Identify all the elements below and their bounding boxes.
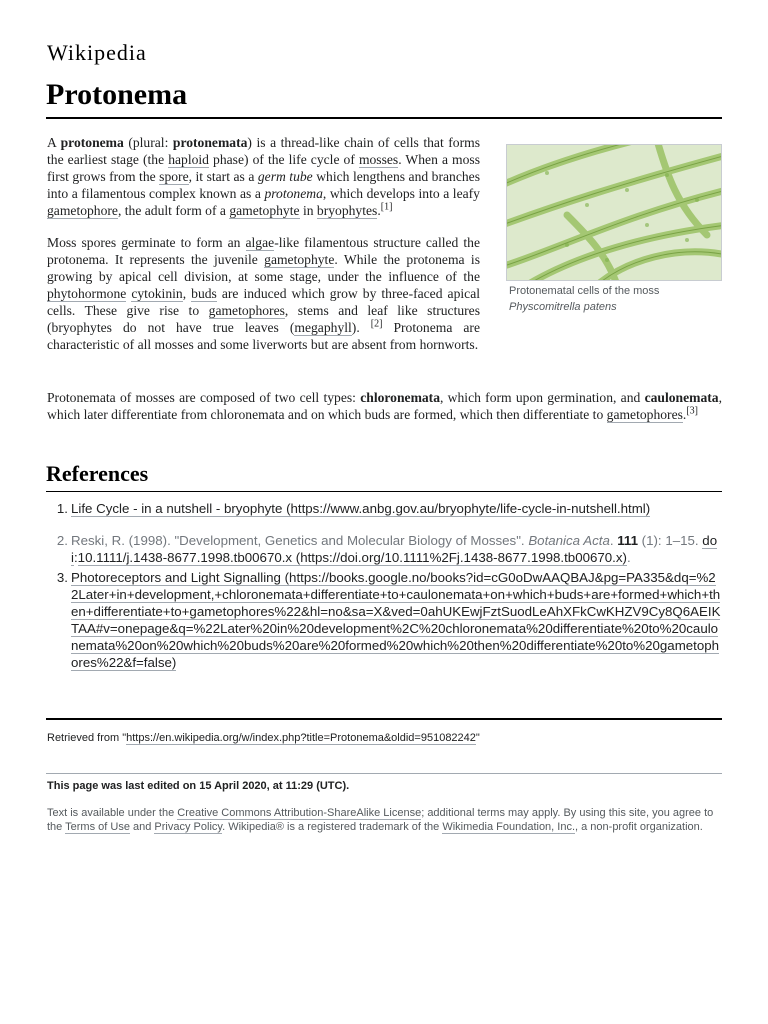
caption-text: Protonematal cells of the moss <box>509 285 660 297</box>
inline-link[interactable]: mosses <box>358 152 399 167</box>
inline-link[interactable]: buds <box>191 286 217 301</box>
inline-link[interactable]: Terms of Use <box>65 821 130 833</box>
retrieved-from <box>47 732 480 744</box>
thumbnail <box>506 144 722 315</box>
text-run: , which later differentiate from chloronemata and on which buds are formed, which then differentiate to <box>47 390 722 422</box>
text-run: . <box>377 203 381 218</box>
italic-text: germ tube <box>257 169 313 184</box>
content-bottom-divider <box>46 718 722 720</box>
inline-link[interactable]: haploid <box>168 152 209 167</box>
bold-text: chloronemata <box>360 390 441 405</box>
inline-link[interactable]: doi <box>71 533 718 565</box>
inline-link[interactable]: Life Cycle - in a nutshell - bryophyte (https://www.anbg.gov.au/bryophyte/life-cycle-in-nutshell.html) <box>71 501 651 516</box>
italic-text: protonema <box>264 186 323 201</box>
references-heading: References <box>46 461 149 486</box>
inline-link[interactable]: algae <box>245 235 275 250</box>
inline-link[interactable]: gametophores <box>208 303 285 318</box>
license-text <box>47 806 722 834</box>
text-run: are induced which grow by three-faced apical cells. These give rise to <box>47 286 481 318</box>
text-run: , which develops into a leafy <box>322 186 480 201</box>
references-divider <box>46 491 722 492</box>
caption-species: Physcomitrella patens <box>509 301 617 313</box>
italic-text: Botanica Acta <box>528 533 610 548</box>
inline-link[interactable]: spore <box>159 169 189 184</box>
text-run: (1): 1–15. <box>637 533 703 548</box>
inline-link[interactable]: Privacy Policy <box>154 821 223 833</box>
article-paragraph-3 <box>47 389 722 423</box>
bold-text: 111 <box>617 533 638 548</box>
reference-number: 1. <box>56 501 68 516</box>
text-run: A <box>47 135 61 150</box>
retrieved-url-link[interactable]: https://en.wikipedia.org/w/index.php?title=Protonema&oldid=951082242 <box>126 732 476 744</box>
text-run: and <box>129 821 155 833</box>
text-run: , which form upon germination, and <box>440 390 645 405</box>
text-run: ) is a thread-like chain of cells that forms the earliest stage (the <box>47 135 480 167</box>
bold-text: protonemata <box>172 135 248 150</box>
text-run: , it start as a <box>188 169 258 184</box>
inline-link[interactable]: gametophyte <box>264 252 335 267</box>
bold-text: caulonemata <box>644 390 719 405</box>
retrieved-prefix: Retrieved from " <box>47 732 127 744</box>
text-run: -like filamentous structure called the protonema. It represents the juvenile <box>47 235 480 267</box>
reference-number: 2. <box>56 533 68 548</box>
reference-item <box>56 500 722 517</box>
text-run: , <box>182 286 192 301</box>
text-run: phase) of the life cycle of <box>208 152 359 167</box>
text-run: . Wikipedia® is a registered trademark of the <box>222 821 443 833</box>
inline-link[interactable]: megaphyll <box>294 320 352 335</box>
inline-link[interactable]: gametophyte <box>229 203 300 218</box>
text-run: . When a moss first grows from the <box>47 152 481 184</box>
text-run: Protonema are characteristic of all mosses and some liverworts but are absent from hornworts. <box>47 320 480 352</box>
text-run: , the adult form of a <box>117 203 230 218</box>
inline-link[interactable]: cytokinin <box>131 286 183 301</box>
text-run: Moss spores germinate to form an <box>47 235 246 250</box>
inline-link[interactable]: 10.1111/j.1438-8677.1998.tb00670.x (https://doi.org/10.1111%2Fj.1438-8677.1998.tb00670.x) <box>77 550 627 565</box>
inline-link[interactable]: Wikimedia Foundation, Inc. <box>442 821 576 833</box>
title-divider <box>46 117 722 119</box>
text-run: ; additional terms may apply. By using this site, you agree to the <box>47 807 714 833</box>
text-run: , stems and leaf like structures (bryophytes do not have true leaves ( <box>47 303 480 335</box>
inline-link[interactable]: gametophore <box>47 203 118 218</box>
references-list <box>46 500 722 671</box>
retrieved-suffix: " <box>475 732 480 744</box>
inline-link[interactable]: bryophytes <box>316 203 378 218</box>
thumbnail-caption <box>506 283 722 315</box>
bold-text: protonema <box>60 135 124 150</box>
text-run: . <box>609 533 618 548</box>
text-run: Protonemata of mosses are composed of two cell types: <box>47 390 361 405</box>
text-run: : <box>73 550 78 565</box>
text-run: . <box>682 407 687 422</box>
page-title: Protonema <box>46 78 188 111</box>
paragraph-3 <box>47 389 722 423</box>
citation-link[interactable]: [1] <box>380 201 393 213</box>
reference-number: 3. <box>56 570 68 585</box>
reference-item <box>56 532 722 566</box>
footer-divider <box>46 773 722 774</box>
text-run: Reski, R. (1998). "Development, Genetics and Molecular Biology of Mosses". <box>71 533 529 548</box>
text-run: Text is available under the <box>47 807 178 819</box>
text-run: , a non-profit organization. <box>575 821 703 833</box>
text-run: which lengthens and branches into a filamentous complex known as a <box>47 169 480 201</box>
inline-link[interactable]: phytohormone <box>47 286 127 301</box>
citation-link[interactable]: [2] <box>370 318 383 330</box>
wikipedia-wordmark[interactable]: Wikipedia <box>47 40 147 65</box>
text-run: . <box>626 550 631 565</box>
text-run: . While the protonema is growing by apical cell division, at some stage, under the influence of the <box>47 252 480 284</box>
protonema-image[interactable] <box>506 144 722 281</box>
article-lead <box>47 134 722 353</box>
inline-link[interactable]: Photoreceptors and Light Signalling (https://books.google.no/books?id=cG0oDwAAQBAJ&pg=PA335&dq=%22Later+in+development,+chloronemata+differentiate+to+caulonemata+on+which+buds+are+formed+which+then+differentiate+to+gametophores%22&hl=no&sa=X&ved=0ahUKEwjFztSuodLeAhXFkCwKHZV9Cy8Q6AEIKTAA#v=onepage&q=%22Later%20in%20development%2C%20chloronemata%20differentiate%20to%20caulonemata%20on%20which%20buds%20are%20formed%20which%20then%20differentiate%20to%20gametophores%22&f=false) <box>71 570 721 670</box>
text-run: (plural: <box>123 135 173 150</box>
inline-link[interactable]: gametophores <box>606 407 683 422</box>
citation-link[interactable]: [3] <box>686 405 698 417</box>
text-run: in <box>299 203 317 218</box>
inline-link[interactable]: Creative Commons Attribution-ShareAlike License <box>177 807 422 819</box>
text-run: ). <box>351 320 371 335</box>
last-edited: This page was last edited on 15 April 2020, at 11:29 (UTC). <box>47 780 350 792</box>
reference-item <box>56 569 722 671</box>
